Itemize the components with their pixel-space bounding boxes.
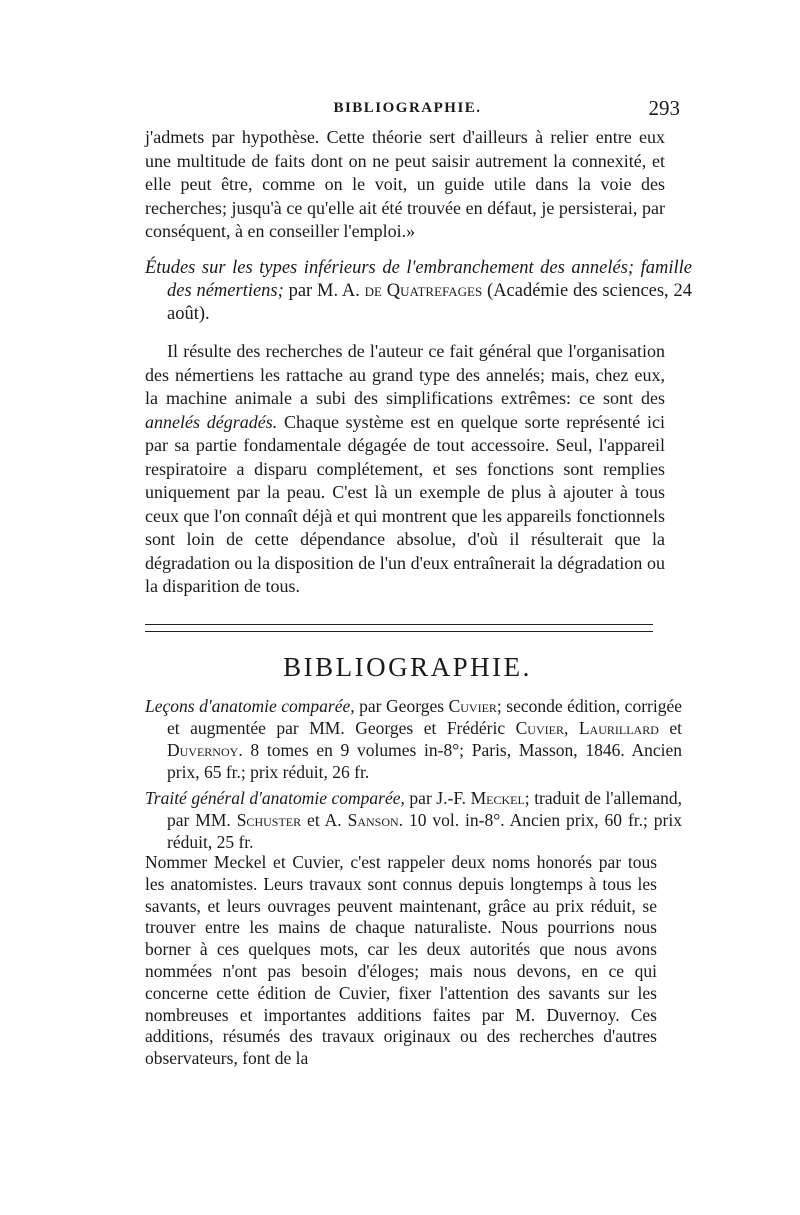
book1-sep: , [563,718,579,738]
book1-mid: ; seconde édition, corrigée et augmentée par MM. Georges et Frédéric [167,696,683,738]
book2-author2: Schuster [236,810,302,830]
book1-author2: Cuvier [515,718,564,738]
book2-author1: Meckel [470,788,525,808]
book2-and: et A. [301,810,348,830]
book2-title: Traité général d'anatomie comparée, [145,788,405,808]
book1-details: . 8 tomes en 9 volumes in-8°; Paris, Masson, 1846. Ancien prix, 65 fr.; prix réduit, 26 fr. [167,740,682,782]
book1-title: Leçons d'anatomie comparée, [145,696,355,716]
section-divider-bottom [145,631,653,632]
book1-and: et [658,718,682,738]
running-title: BIBLIOGRAPHIE. [333,100,482,116]
book1-author4: Duvernoy [167,740,239,760]
study-author: de Quatrefages [364,281,483,301]
book2-mid: ; traduit de l'allemand, par MM. [167,788,682,830]
book-entry-cuvier [145,695,682,783]
study-source: (Académie des sciences, 24 août). [167,281,692,324]
page-number: 293 [648,96,680,120]
study-by: par M. A. [283,281,365,301]
book2-author3: Sanson [347,810,399,830]
study-text-after: Chaque système est en quelque sorte représenté ici par sa partie fondamentale dégagée de tout accessoire. Seul, l'appareil respiratoire a disparu complétement, et ses fonctions sont remplies uniquement par la peau. C'est là un exemple de plus à ajouter à tous ceux que l'on connaît déjà et qui montrent que les appareils fonctionnels sont loin de cette dépendance absolue, d'où il résulterait que la dégradation ou la disposition de l'un d'eux entraînerait la dégradation ou la disparition de tous. [145,411,665,596]
section-title: BIBLIOGRAPHIE. [283,652,532,682]
closing-paragraph: Nommer Meckel et Cuvier, c'est rappeler deux noms honorés par tous les anatomistes. Leurs travaux sont connus depuis longtemps à tous les savants, et leurs ouvrages peuvent maintenant, grâce au prix réduit, se trouver entre les mains de chaque naturaliste. Nous pourrions nous borner à ces quelques mots, car les deux autorités que nous avons nommées n'ont pas besoin d'éloges; mais nous devons, en ce qui concerne cette édition de Cuvier, fixer l'attention des savants sur les nombreuses et importantes additions faites par M. Duvernoy. Ces additions, résumés des travaux originaux ou des recherches d'autres observateurs, font de la [145,852,657,1069]
page-header [135,96,680,122]
study-text-before: Il résulte des recherches de l'auteur ce fait général que l'organisation des némertiens les rattache au grand type des annelés; mais, chez eux, la machine animale a subi des simplifications extrêmes: ce sont des [145,341,665,408]
book1-author3: Laurillard [578,718,659,738]
book1-author1: Cuvier [448,696,497,716]
intro-paragraph: j'admets par hypothèse. Cette théorie sert d'ailleurs à relier entre eux une multitude de faits dont on ne peut saisir autrement la connexité, et elle peut être, comme on le voit, un guide utile dans la voie des recherches; jusqu'à ce qu'elle ait été trouvée en défaut, je persisterai, par conséquent, à en conseiller l'emploi.» [145,127,665,241]
book1-by: par Georges [354,696,449,716]
study-title: Études sur les types inférieurs de l'embranchement des annelés; famille des némertiens; [145,258,692,301]
book2-details: . 10 vol. in-8°. Ancien prix, 60 fr.; prix réduit, 25 fr. [167,810,683,852]
study-text-italic: annelés dégradés. [145,411,278,432]
section-divider-top [145,624,653,625]
study-entry [145,257,692,326]
book2-by: par J.-F. [404,788,471,808]
book-entry-meckel [145,787,682,853]
study-paragraph [145,340,665,599]
